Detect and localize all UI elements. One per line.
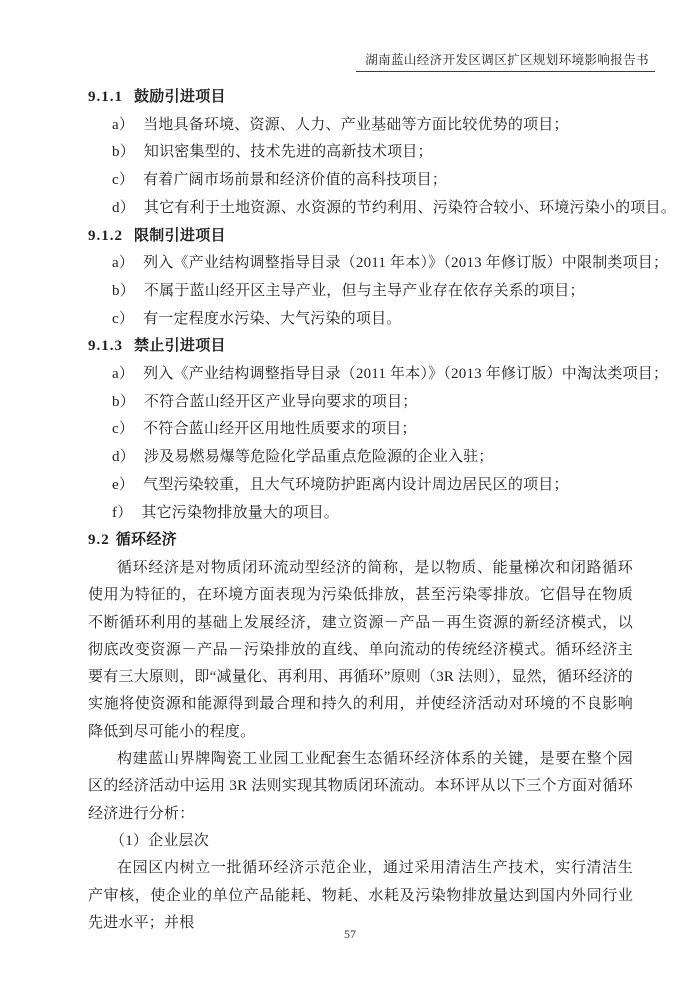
page-content [88,84,676,937]
running-header: 湖南蓝山经济开发区调区扩区规划环境影响报告书 [356,53,655,72]
list-item [88,500,633,528]
list-item [88,472,633,500]
section-number: 9.1.3 [88,338,123,355]
list-item [88,444,633,472]
item-text: 列入《产业结构调整指导目录（2011 年本）》（2013 年修订版）中限制类项目； [143,255,669,272]
item-label: a） [112,255,135,272]
item-label: b） [112,282,135,299]
item-text: 知识密集型的、技术先进的高新技术项目； [143,144,433,161]
paragraph: 循环经济是对物质闭环流动型经济的简称，是以物质、能量梯次和闭路循环使用为特征的，在环境方面表现为污染低排放，甚至污染零排放。它倡导在物质不断循环利用的基础上发展经济，建立资源－产品－再生资源的新经济模式，以彻底改变资源－产品－污染排放的直线、单向流动的传统经济模式。循环经济主要有三大原则，即“减量化、再利用、再循环”原则（3R 法则），显然，循环经济的实施将使资源和能源得到最合理和持久的利用，并使经济活动对环境的不良影响降低到尽可能小的程度。 [88,559,633,740]
item-label: b） [112,144,135,161]
section-heading-9-1-1 [88,84,633,112]
section-number: 9.1.1 [88,89,123,105]
item-label: a） [112,116,135,133]
section-title: 限制引进项目 [134,227,226,244]
item-text: 有一定程度水污染、大气污染的项目。 [143,310,402,327]
item-text: 当地具备环境、资源、人力、产业基础等方面比较优势的项目； [143,116,569,133]
item-text: 其它有利于土地资源、水资源的节约利用、污染符合较小、环境污染小的项目。 [143,199,676,216]
item-label: c） [112,172,135,189]
item-label: f） [112,504,133,521]
paragraph: 在园区内树立一批循环经济示范企业，通过采用清洁生产技术，实行清洁生产审核，使企业的单位产品能耗、物耗、水耗及污染物排放量达到国内外同行业先进水平；并根 [88,860,633,931]
item-text: 有着广阔市场前景和经济价值的高科技项目； [143,172,448,189]
item-text: 气型污染较重，且大气环境防护距离内设计周边居民区的项目； [143,476,569,493]
section-number: 9.2 [88,532,110,549]
list-item [88,278,633,306]
section-heading-9-1-2 [88,223,633,251]
item-text: 不符合蓝山经开区产业导向要求的项目； [143,393,418,410]
section-title: 禁止引进项目 [134,338,226,355]
section-heading-9-1-3 [88,333,633,361]
item-label: c） [112,421,135,438]
item-label: d） [112,449,135,466]
item-label: a） [112,366,135,383]
item-label: c） [112,310,135,327]
list-item [88,306,633,334]
sub-heading-enterprise-level: （1）企业层次 [110,832,209,849]
item-label: e） [112,476,135,493]
section-heading-9-2 [88,527,633,555]
paragraph: 构建蓝山界牌陶瓷工业园工业配套生态循环经济体系的关键，是要在整个园区的经济活动中运用 3R 法则实现其物质闭环流动。本环评从以下三个方面对循环经济进行分析： [88,751,633,822]
item-text: 列入《产业结构调整指导目录（2011 年本）》（2013 年修订版）中淘汰类项目； [143,366,669,383]
list-item [88,112,633,140]
item-text: 其它污染物排放量大的项目。 [141,504,340,521]
item-text: 不符合蓝山经开区用地性质要求的项目； [143,421,417,438]
list-item [88,250,669,278]
list-item [88,167,633,195]
section-number: 9.1.2 [88,227,123,244]
item-text: 涉及易燃易爆等危险化学品重点危险源的企业入驻； [143,449,494,466]
list-item [88,416,633,444]
list-item [88,389,633,417]
page-number: 57 [344,927,356,941]
item-label: d） [112,199,135,216]
section-title: 循环经济 [115,532,177,549]
list-item [88,361,669,389]
item-label: b） [112,393,135,410]
item-text: 不属于蓝山经开区主导产业，但与主导产业存在依存关系的项目； [143,282,585,299]
section-title: 鼓励引进项目 [134,89,226,105]
list-item [88,139,633,167]
list-item [88,195,676,223]
